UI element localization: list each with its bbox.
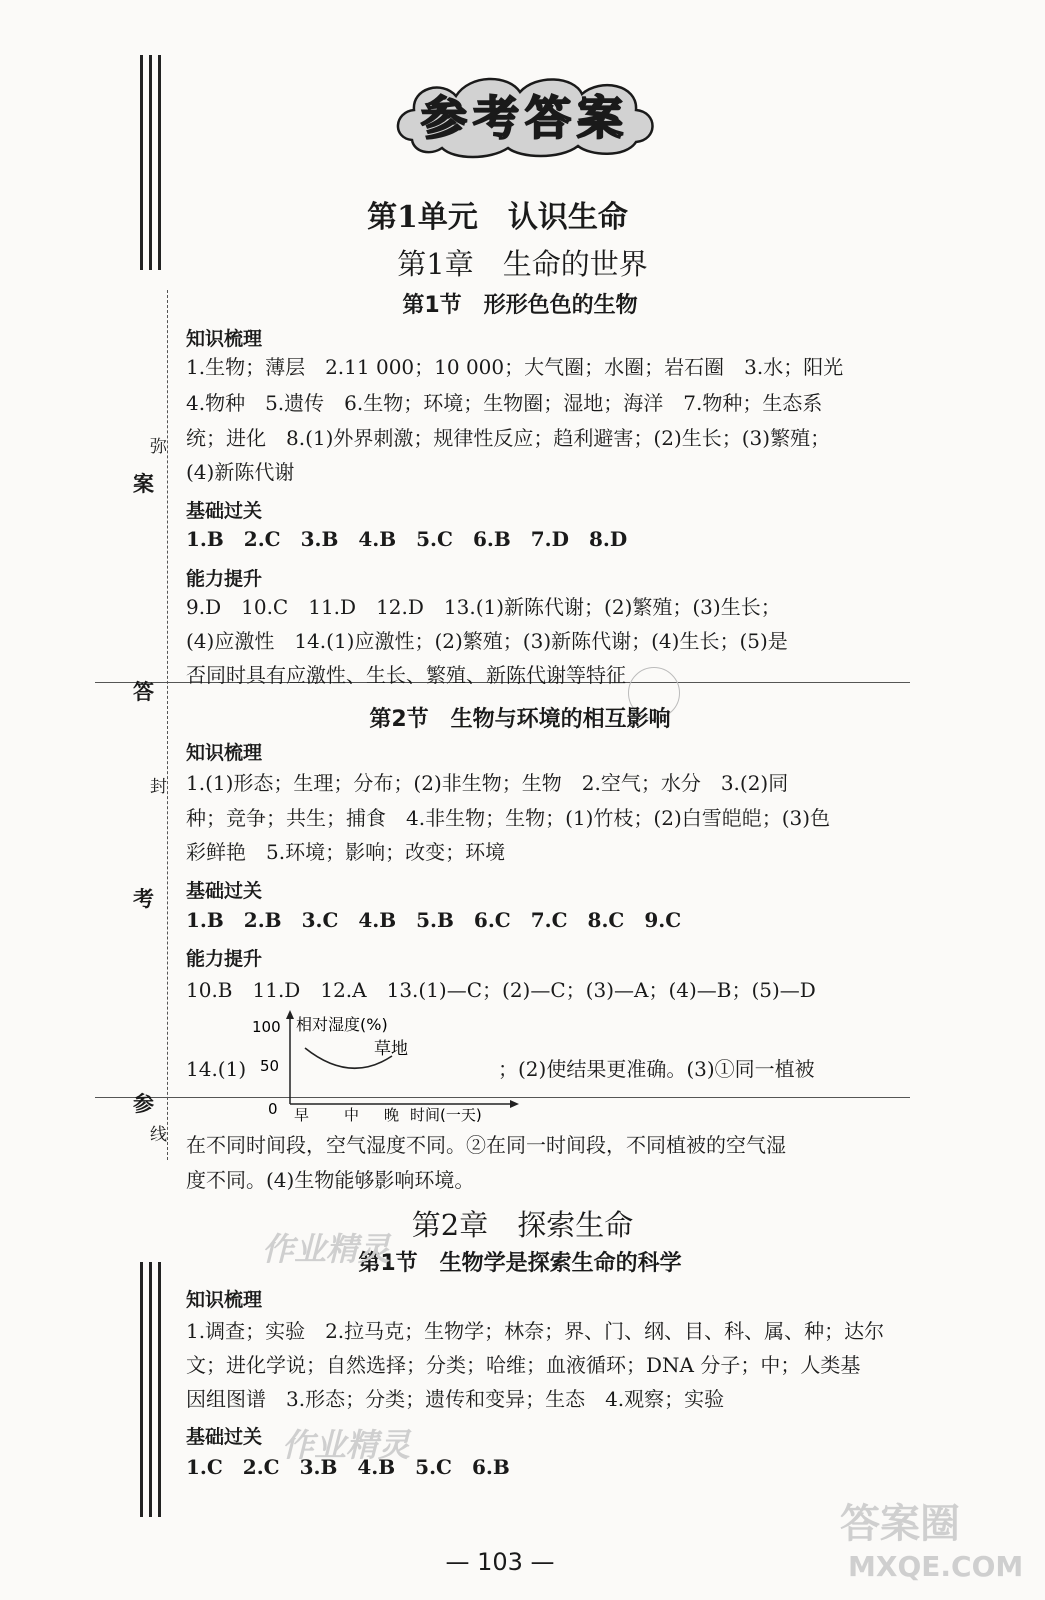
- watermark: 作业精灵: [262, 1230, 391, 1268]
- c2s1-knowledge-heading: 知识梳理: [186, 1289, 263, 1311]
- chapter-1-title: 第1章 生命的世界: [397, 247, 648, 281]
- left-border-rule-5: [149, 1262, 152, 1517]
- q14-prefix: 14.(1): [186, 1057, 247, 1081]
- side-label-kao: 考: [133, 886, 154, 911]
- c2s1-basic-answers: 1.C 2.C 3.B 4.B 5.C 6.B: [186, 1455, 510, 1479]
- q14-suffix: ；(2)使结果更准确。(3)①同一植被: [498, 1057, 815, 1081]
- chapter-1-section-2-title: 第2节 生物与环境的相互影响: [369, 707, 671, 732]
- humidity-chart: [250, 1008, 520, 1123]
- s2-ability-line: 10.B 11.D 12.A 13.(1)—C；(2)—C；(3)—A；(4)—B；(5)—D: [186, 978, 816, 1002]
- logo-text: 答案圈: [840, 1501, 960, 1547]
- y-axis-arrow-icon: [286, 1010, 294, 1019]
- s1-ability-line: 9.D 10.C 11.D 12.D 13.(1)新陈代谢；(2)繁殖；(3)生长；: [186, 595, 781, 619]
- page-title-banner: [390, 70, 660, 160]
- s1-ability-line: (4)应激性 14.(1)应激性；(2)繁殖；(3)新陈代谢；(4)生长；(5)是: [186, 629, 788, 653]
- x-axis-arrow-icon: [510, 1100, 519, 1108]
- s2-basic-answers: 1.B 2.B 3.C 4.B 5.B 6.C 7.C 8.C 9.C: [186, 908, 682, 932]
- left-border-rule-1: [140, 55, 143, 270]
- watermark: 作业精灵: [282, 1426, 411, 1464]
- left-border-rule-2: [149, 55, 152, 270]
- series-label: 草地: [374, 1039, 408, 1059]
- y-tick-label: 0: [268, 1100, 278, 1118]
- s2-knowledge-line: 1.(1)形态；生理；分布；(2)非生物；生物 2.空气；水分 3.(2)同: [186, 771, 789, 795]
- left-border-rule-6: [158, 1262, 161, 1517]
- chapter-2-title: 第2章 探索生命: [411, 1208, 634, 1242]
- x-axis-label: 时间(一天): [410, 1106, 482, 1124]
- s1-knowledge-line: 4.物种 5.遗传 6.生物；环境；生物圈；湿地；海洋 7.物种；生态系: [186, 391, 823, 415]
- side-label-xian: 线: [150, 1125, 167, 1145]
- side-label-can: 参: [133, 1091, 154, 1116]
- c2s1-knowledge-line: 文；进化学说；自然选择；分类；哈维；血液循环；DNA 分子；中；人类基: [186, 1353, 861, 1377]
- unit-title: 第1单元 认识生命: [367, 200, 628, 235]
- x-tick-label: 早: [294, 1106, 310, 1124]
- s1-knowledge-line: 1.生物；薄层 2.11 000；10 000；大气圈；水圈；岩石圈 3.水；阳光: [186, 355, 844, 379]
- s1-ability-line: 否同时具有应激性、生长、繁殖、新陈代谢等特征: [186, 663, 626, 687]
- y-tick-label: 50: [260, 1057, 280, 1075]
- left-border-rule-4: [140, 1262, 143, 1517]
- x-tick-label: 晚: [384, 1106, 400, 1124]
- y-axis-label: 相对湿度(%): [296, 1015, 388, 1034]
- left-border-rule-3: [158, 55, 161, 270]
- side-label-feng: 封: [150, 777, 167, 797]
- page-number: — 103 —: [445, 1548, 555, 1576]
- s2-ability-heading: 能力提升: [186, 948, 263, 970]
- side-label-an: 案: [133, 471, 154, 496]
- s1-knowledge-line: (4)新陈代谢: [186, 460, 295, 484]
- c2s1-knowledge-line: 因组图谱 3.形态；分类；遗传和变异；生态 4.观察；实验: [186, 1387, 725, 1411]
- c2s1-knowledge-line: 1.调查；实验 2.拉马克；生物学；林奈；界、门、纲、目、科、属、种；达尔: [186, 1319, 885, 1343]
- s1-knowledge-line: 统；进化 8.(1)外界刺激；规律性反应；趋利避害；(2)生长；(3)繁殖；: [186, 426, 831, 450]
- s1-ability-heading: 能力提升: [186, 568, 263, 590]
- s1-knowledge-heading: 知识梳理: [186, 328, 263, 350]
- s2-after-line: 度不同。(4)生物能够影响环境。: [186, 1168, 475, 1192]
- s2-basic-heading: 基础过关: [186, 880, 263, 902]
- s1-basic-answers: 1.B 2.C 3.B 4.B 5.C 6.B 7.D 8.D: [186, 527, 628, 551]
- page-title: 参考答案: [421, 91, 629, 145]
- site-logo: [838, 1492, 1024, 1597]
- chapter-2-section-1-title: 第1节 生物学是探索生命的科学: [358, 1251, 682, 1276]
- x-tick-label: 中: [344, 1106, 360, 1124]
- y-tick-label: 100: [252, 1018, 281, 1036]
- s2-knowledge-heading: 知识梳理: [186, 742, 263, 764]
- s2-knowledge-line: 彩鲜艳 5.环境；影响；改变；环境: [186, 840, 506, 864]
- c2s1-basic-heading: 基础过关: [186, 1426, 263, 1448]
- logo-url: MXQE.COM: [848, 1550, 1024, 1583]
- chapter-1-section-1-title: 第1节 形形色色的生物: [402, 293, 638, 318]
- s2-after-line: 在不同时间段，空气湿度不同。②在同一时间段，不同植被的空气湿: [186, 1133, 786, 1157]
- s2-knowledge-line: 种；竞争；共生；捕食 4.非生物；生物；(1)竹枝；(2)白雪皑皑；(3)色: [186, 806, 831, 830]
- s1-basic-heading: 基础过关: [186, 500, 263, 522]
- side-label-mi: 弥: [150, 437, 167, 457]
- side-label-da: 答: [133, 679, 154, 704]
